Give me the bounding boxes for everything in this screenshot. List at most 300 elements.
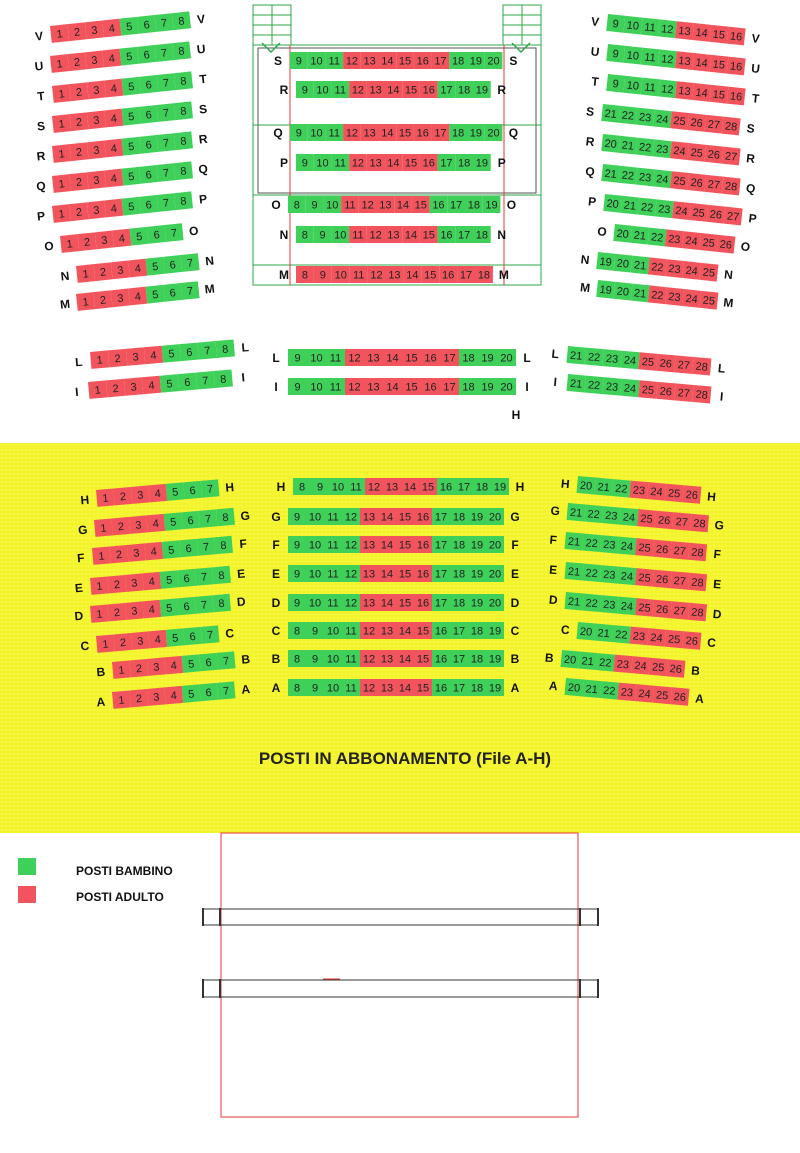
seat[interactable] [52, 84, 71, 103]
seat[interactable] [324, 650, 342, 667]
seat[interactable] [172, 11, 191, 30]
seat[interactable] [288, 622, 306, 639]
seat[interactable] [396, 124, 414, 141]
seat[interactable] [449, 124, 467, 141]
seat[interactable] [656, 354, 675, 373]
seat[interactable] [76, 292, 95, 311]
seat[interactable] [368, 266, 386, 283]
seat[interactable] [139, 75, 158, 94]
seat[interactable] [432, 536, 450, 553]
seat[interactable] [437, 478, 455, 495]
seat[interactable] [324, 565, 342, 582]
seat[interactable] [129, 659, 148, 677]
seat[interactable] [288, 349, 307, 366]
seat[interactable] [77, 232, 96, 251]
seat[interactable] [450, 650, 468, 667]
seat[interactable] [96, 634, 115, 652]
seat[interactable] [670, 687, 689, 705]
seat[interactable] [156, 103, 175, 122]
seat[interactable] [467, 124, 485, 141]
seat[interactable] [214, 369, 233, 388]
seat[interactable] [672, 512, 691, 530]
seat[interactable] [107, 603, 126, 621]
seat[interactable] [613, 655, 632, 673]
seat[interactable] [345, 378, 364, 395]
seat[interactable] [468, 594, 486, 611]
seat[interactable] [688, 573, 707, 591]
seat[interactable] [617, 567, 636, 585]
seat[interactable] [396, 565, 414, 582]
seat[interactable] [613, 224, 632, 243]
seat[interactable] [432, 650, 450, 667]
seat[interactable] [420, 154, 438, 171]
seat[interactable] [314, 266, 332, 283]
seat[interactable] [600, 565, 619, 583]
seat[interactable] [324, 679, 342, 696]
seat[interactable] [104, 139, 123, 158]
seat[interactable] [658, 79, 677, 98]
seat[interactable] [197, 537, 216, 555]
seat[interactable] [125, 601, 144, 619]
seat[interactable] [306, 508, 324, 525]
seat[interactable] [709, 85, 728, 104]
seat[interactable] [131, 485, 150, 503]
seat[interactable] [412, 196, 430, 213]
seat[interactable] [326, 378, 345, 395]
seat[interactable] [455, 478, 473, 495]
seat[interactable] [288, 565, 306, 582]
seat[interactable] [195, 595, 214, 613]
seat[interactable] [332, 266, 350, 283]
seat[interactable] [468, 679, 486, 696]
seat[interactable] [455, 154, 473, 171]
seat[interactable] [378, 508, 396, 525]
seat[interactable] [447, 196, 465, 213]
seat[interactable] [385, 81, 403, 98]
seat[interactable] [214, 536, 233, 554]
seat[interactable] [475, 266, 493, 283]
seat[interactable] [360, 508, 378, 525]
seat[interactable] [349, 154, 367, 171]
seat[interactable] [567, 346, 586, 365]
seat[interactable] [307, 349, 326, 366]
seat[interactable] [414, 650, 432, 667]
seat[interactable] [325, 124, 343, 141]
seat[interactable] [497, 378, 516, 395]
seat[interactable] [160, 374, 179, 393]
seat[interactable] [584, 376, 603, 395]
seat[interactable] [174, 161, 193, 180]
seat[interactable] [600, 595, 619, 613]
seat[interactable] [486, 565, 504, 582]
seat[interactable] [288, 196, 306, 213]
seat[interactable] [160, 570, 179, 588]
seat[interactable] [692, 385, 711, 404]
seat[interactable] [631, 656, 650, 674]
seat[interactable] [629, 481, 648, 499]
seat[interactable] [699, 263, 718, 282]
seat[interactable] [163, 255, 182, 274]
seat[interactable] [50, 24, 69, 43]
seat[interactable] [364, 349, 383, 366]
seat[interactable] [473, 81, 491, 98]
seat[interactable] [139, 105, 158, 124]
seat[interactable] [468, 508, 486, 525]
seat[interactable] [177, 597, 196, 615]
seat[interactable] [465, 196, 483, 213]
seat[interactable] [109, 545, 128, 563]
seat[interactable] [106, 379, 125, 398]
seat[interactable] [665, 484, 684, 502]
seat[interactable] [704, 115, 723, 134]
seat[interactable] [325, 52, 343, 69]
seat[interactable] [324, 594, 342, 611]
seat[interactable] [120, 17, 139, 36]
seat[interactable] [450, 622, 468, 639]
seat[interactable] [674, 383, 693, 402]
seat[interactable] [672, 201, 691, 220]
seat[interactable] [94, 518, 113, 536]
seat[interactable] [637, 509, 656, 527]
seat[interactable] [195, 567, 214, 585]
seat[interactable] [314, 154, 332, 171]
seat[interactable] [122, 167, 141, 186]
seat[interactable] [129, 689, 148, 707]
seat[interactable] [414, 565, 432, 582]
seat[interactable] [129, 515, 148, 533]
seat[interactable] [148, 630, 167, 648]
seat[interactable] [147, 657, 166, 675]
seat[interactable] [126, 347, 145, 366]
seat[interactable] [122, 137, 141, 156]
seat[interactable] [144, 346, 163, 365]
seat[interactable] [199, 683, 218, 701]
seat[interactable] [396, 679, 414, 696]
seat[interactable] [343, 52, 361, 69]
seat[interactable] [584, 348, 603, 367]
seat[interactable] [324, 508, 342, 525]
seat[interactable] [311, 478, 329, 495]
seat[interactable] [293, 478, 311, 495]
seat[interactable] [306, 196, 324, 213]
seat[interactable] [308, 52, 326, 69]
seat[interactable] [174, 101, 193, 120]
seat[interactable] [486, 650, 504, 667]
seat[interactable] [670, 571, 689, 589]
seat[interactable] [459, 378, 478, 395]
seat[interactable] [596, 653, 615, 671]
seat[interactable] [104, 79, 123, 98]
seat[interactable] [594, 624, 613, 642]
seat[interactable] [617, 537, 636, 555]
seat[interactable] [687, 113, 706, 132]
seat[interactable] [675, 21, 694, 40]
seat[interactable] [623, 76, 642, 95]
seat[interactable] [87, 201, 106, 220]
seat[interactable] [485, 124, 503, 141]
seat[interactable] [290, 52, 308, 69]
seat[interactable] [618, 166, 637, 185]
seat[interactable] [692, 53, 711, 72]
seat[interactable] [124, 377, 143, 396]
seat[interactable] [682, 261, 701, 280]
seat[interactable] [147, 687, 166, 705]
seat[interactable] [618, 106, 637, 125]
seat[interactable] [182, 654, 201, 672]
seat[interactable] [201, 625, 220, 643]
seat[interactable] [497, 349, 516, 366]
seat[interactable] [326, 349, 345, 366]
seat[interactable] [567, 503, 586, 521]
seat[interactable] [201, 479, 220, 497]
seat[interactable] [606, 74, 625, 93]
seat[interactable] [112, 229, 131, 248]
seat[interactable] [347, 478, 365, 495]
seat[interactable] [306, 594, 324, 611]
seat[interactable] [350, 266, 368, 283]
seat[interactable] [324, 622, 342, 639]
seat[interactable] [394, 196, 412, 213]
seat[interactable] [596, 280, 615, 299]
seat[interactable] [360, 679, 378, 696]
seat[interactable] [183, 627, 202, 645]
seat[interactable] [596, 252, 615, 271]
seat[interactable] [164, 656, 183, 674]
seat[interactable] [383, 378, 402, 395]
seat[interactable] [565, 562, 584, 580]
seat[interactable] [342, 594, 360, 611]
seat[interactable] [290, 124, 308, 141]
seat[interactable] [420, 226, 438, 243]
seat[interactable] [180, 281, 199, 300]
seat[interactable] [653, 686, 672, 704]
seat[interactable] [92, 546, 111, 564]
seat[interactable] [217, 651, 236, 669]
seat[interactable] [648, 285, 667, 304]
seat[interactable] [601, 134, 620, 153]
seat[interactable] [112, 690, 131, 708]
seat[interactable] [602, 349, 621, 368]
seat[interactable] [641, 18, 660, 37]
seat[interactable] [349, 226, 367, 243]
seat[interactable] [199, 509, 218, 527]
seat[interactable] [378, 679, 396, 696]
seat[interactable] [142, 376, 161, 395]
seat[interactable] [658, 49, 677, 68]
seat[interactable] [111, 261, 130, 280]
seat[interactable] [52, 114, 71, 133]
seat[interactable] [468, 536, 486, 553]
seat[interactable] [682, 631, 701, 649]
seat[interactable] [617, 683, 636, 701]
seat[interactable] [449, 52, 467, 69]
seat[interactable] [653, 169, 672, 188]
seat[interactable] [638, 198, 657, 217]
seat[interactable] [174, 191, 193, 210]
seat[interactable] [93, 290, 112, 309]
seat[interactable] [196, 371, 215, 390]
seat[interactable] [612, 479, 631, 497]
seat[interactable] [620, 196, 639, 215]
seat[interactable] [87, 171, 106, 190]
seat[interactable] [217, 681, 236, 699]
seat[interactable] [85, 21, 104, 40]
seat[interactable] [288, 650, 306, 667]
seat[interactable] [450, 594, 468, 611]
seat[interactable] [440, 378, 459, 395]
seat[interactable] [438, 81, 456, 98]
seat[interactable] [478, 349, 497, 366]
seat[interactable] [687, 173, 706, 192]
seat[interactable] [635, 684, 654, 702]
seat[interactable] [361, 124, 379, 141]
seat[interactable] [87, 111, 106, 130]
seat[interactable] [183, 481, 202, 499]
seat[interactable] [709, 55, 728, 74]
seat[interactable] [653, 600, 672, 618]
seat[interactable] [174, 71, 193, 90]
seat[interactable] [584, 505, 603, 523]
seat[interactable] [432, 565, 450, 582]
seat[interactable] [582, 680, 601, 698]
seat[interactable] [709, 25, 728, 44]
seat[interactable] [87, 81, 106, 100]
seat[interactable] [379, 52, 397, 69]
seat[interactable] [102, 49, 121, 68]
seat[interactable] [90, 604, 109, 622]
seat[interactable] [473, 154, 491, 171]
seat[interactable] [620, 351, 639, 370]
seat[interactable] [288, 508, 306, 525]
seat[interactable] [692, 23, 711, 42]
seat[interactable] [163, 283, 182, 302]
seat[interactable] [307, 378, 326, 395]
seat[interactable] [403, 266, 421, 283]
seat[interactable] [198, 341, 217, 360]
seat[interactable] [378, 536, 396, 553]
seat[interactable] [432, 594, 450, 611]
seat[interactable] [647, 628, 666, 646]
seat[interactable] [156, 133, 175, 152]
seat[interactable] [459, 349, 478, 366]
seat[interactable] [288, 378, 307, 395]
seat[interactable] [485, 52, 503, 69]
seat[interactable] [69, 82, 88, 101]
seat[interactable] [113, 487, 132, 505]
seat[interactable] [675, 51, 694, 70]
seat[interactable] [164, 686, 183, 704]
seat[interactable] [154, 43, 173, 62]
seat[interactable] [172, 41, 191, 60]
seat[interactable] [486, 594, 504, 611]
seat[interactable] [378, 594, 396, 611]
seat[interactable] [468, 622, 486, 639]
seat[interactable] [314, 226, 332, 243]
seat[interactable] [577, 622, 596, 640]
seat[interactable] [364, 378, 383, 395]
seat[interactable] [727, 87, 746, 106]
seat[interactable] [166, 628, 185, 646]
seat[interactable] [653, 139, 672, 158]
seat[interactable] [600, 681, 619, 699]
seat[interactable] [164, 223, 183, 242]
seat[interactable] [396, 594, 414, 611]
seat[interactable] [483, 196, 501, 213]
seat[interactable] [385, 154, 403, 171]
seat[interactable] [420, 81, 438, 98]
seat[interactable] [401, 478, 419, 495]
seat[interactable] [52, 204, 71, 223]
seat[interactable] [69, 112, 88, 131]
seat[interactable] [623, 16, 642, 35]
seat[interactable] [594, 478, 613, 496]
seat[interactable] [674, 355, 693, 374]
seat[interactable] [90, 350, 109, 369]
seat[interactable] [565, 678, 584, 696]
seat[interactable] [349, 81, 367, 98]
seat[interactable] [52, 144, 71, 163]
seat[interactable] [635, 598, 654, 616]
seat[interactable] [87, 141, 106, 160]
seat[interactable] [582, 564, 601, 582]
seat[interactable] [486, 536, 504, 553]
seat[interactable] [486, 679, 504, 696]
seat[interactable] [414, 124, 432, 141]
seat[interactable] [156, 163, 175, 182]
seat[interactable] [647, 482, 666, 500]
seat[interactable] [342, 650, 360, 667]
seat[interactable] [491, 478, 509, 495]
seat[interactable] [631, 256, 650, 275]
seat[interactable] [107, 575, 126, 593]
seat[interactable] [182, 684, 201, 702]
seat[interactable] [600, 535, 619, 553]
seat[interactable] [378, 622, 396, 639]
seat[interactable] [360, 650, 378, 667]
seat[interactable] [128, 287, 147, 306]
seat[interactable] [331, 154, 349, 171]
seat[interactable] [306, 622, 324, 639]
seat[interactable] [111, 517, 130, 535]
seat[interactable] [699, 233, 718, 252]
seat[interactable] [130, 227, 149, 246]
seat[interactable] [414, 622, 432, 639]
seat[interactable] [430, 196, 448, 213]
seat[interactable] [122, 107, 141, 126]
seat[interactable] [722, 147, 741, 166]
seat[interactable] [641, 48, 660, 67]
seat[interactable] [613, 282, 632, 301]
seat[interactable] [50, 54, 69, 73]
seat[interactable] [455, 226, 473, 243]
seat[interactable] [675, 81, 694, 100]
seat[interactable] [432, 679, 450, 696]
seat[interactable] [658, 19, 677, 38]
seat[interactable] [90, 576, 109, 594]
seat[interactable] [131, 631, 150, 649]
seat[interactable] [473, 226, 491, 243]
seat[interactable] [602, 506, 621, 524]
seat[interactable] [137, 15, 156, 34]
seat[interactable] [619, 508, 638, 526]
seat[interactable] [162, 540, 181, 558]
seat[interactable] [95, 231, 114, 250]
seat[interactable] [331, 81, 349, 98]
seat[interactable] [450, 565, 468, 582]
seat[interactable] [486, 622, 504, 639]
seat[interactable] [439, 266, 457, 283]
seat[interactable] [342, 536, 360, 553]
